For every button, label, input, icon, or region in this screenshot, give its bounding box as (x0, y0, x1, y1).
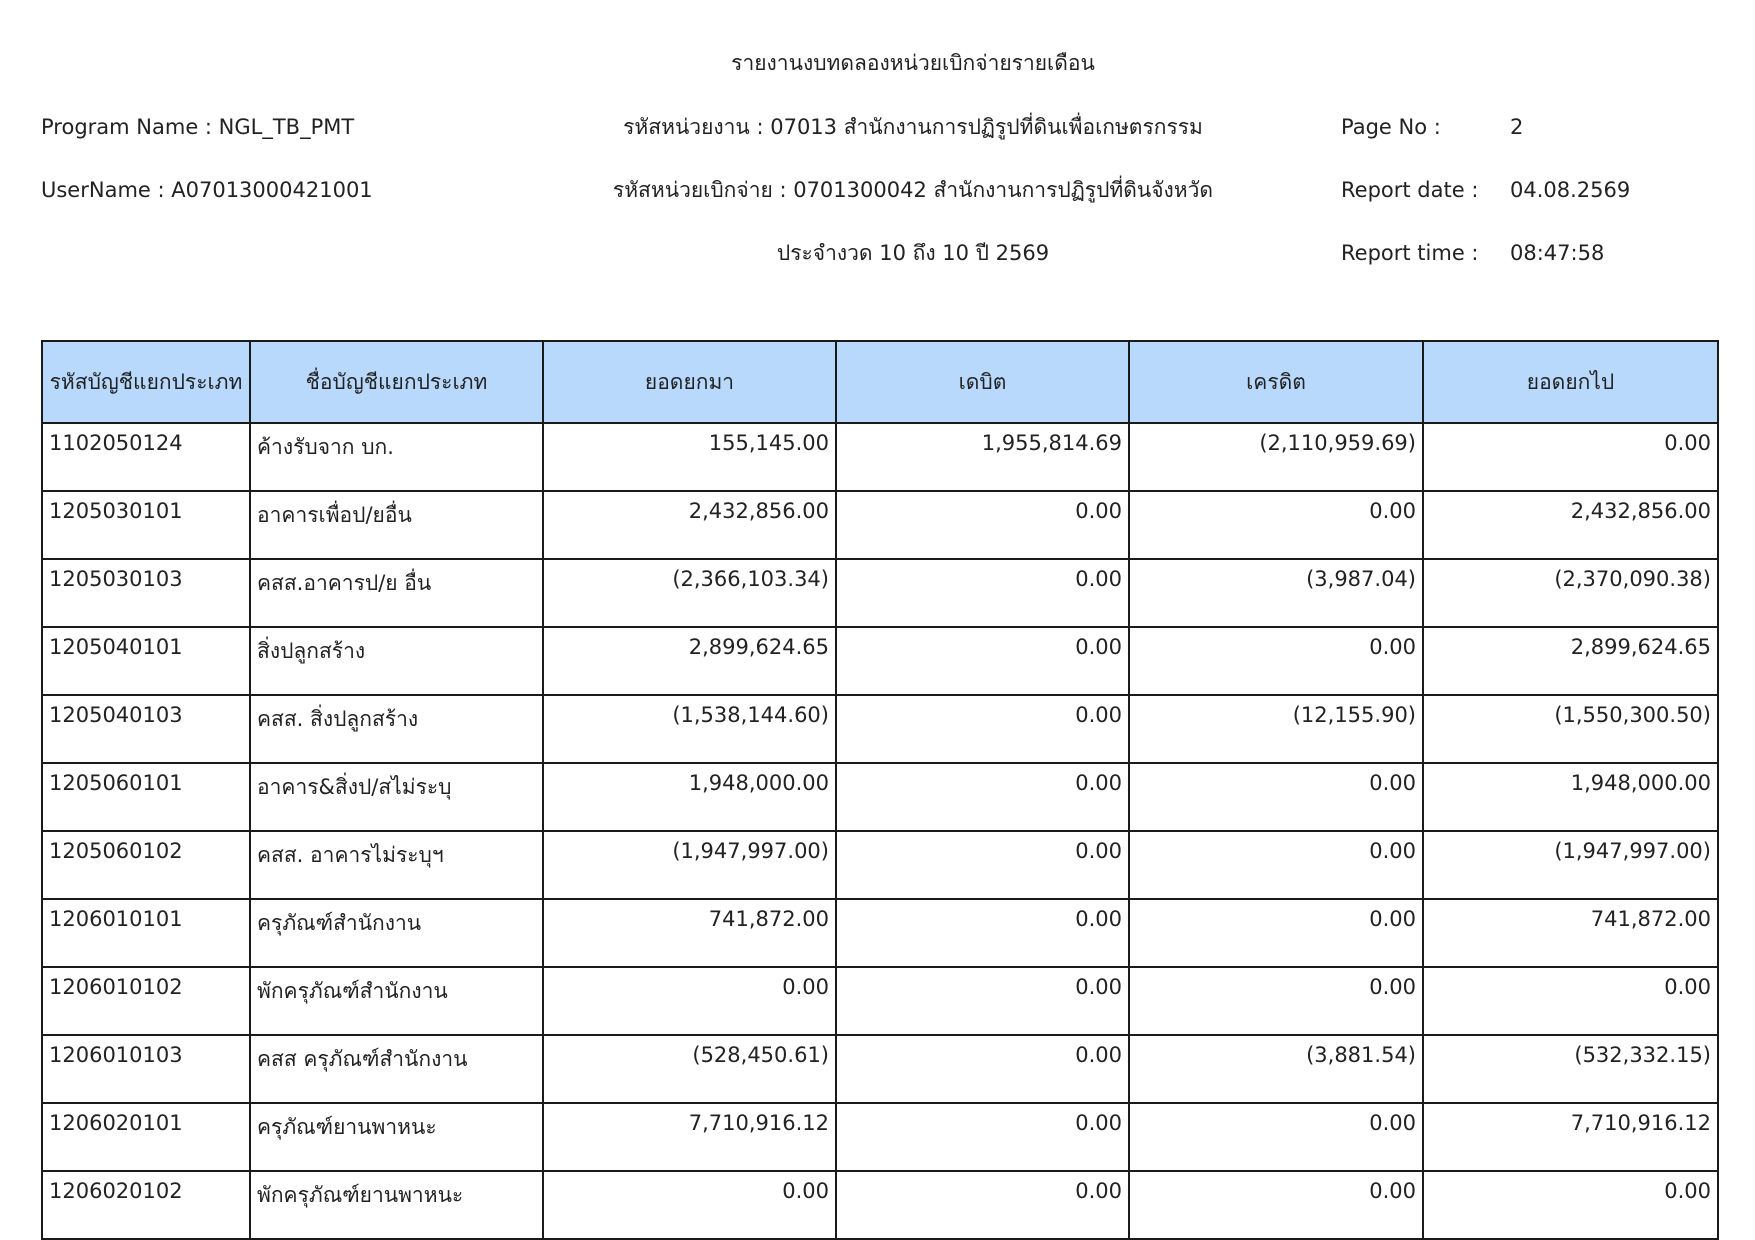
table-header-row (42, 341, 1718, 423)
cell-account-name: ค้างรับจาก บก. (250, 423, 543, 491)
table-row (42, 831, 1718, 899)
cell-credit: (2,110,959.69) (1129, 423, 1423, 491)
cell-account-name: ครุภัณฑ์ยานพาหนะ (250, 1103, 543, 1171)
cell-closing-balance: 2,432,856.00 (1423, 491, 1718, 559)
cell-closing-balance: 0.00 (1423, 1171, 1718, 1239)
cell-debit: 0.00 (836, 831, 1129, 899)
col-header-credit: เครดิต (1129, 341, 1423, 423)
cell-account-code: 1205040103 (42, 695, 250, 763)
cell-debit: 0.00 (836, 627, 1129, 695)
page-no-label: Page No : (1341, 115, 1441, 139)
cell-opening-balance: 0.00 (543, 1171, 836, 1239)
report-time-value: 08:47:58 (1510, 241, 1605, 265)
cell-closing-balance: 7,710,916.12 (1423, 1103, 1718, 1171)
cell-closing-balance: 741,872.00 (1423, 899, 1718, 967)
agency-code: รหัสหน่วยงาน : 07013 สำนักงานการปฏิรูปที่ดินเพื่อเกษตรกรรม (623, 115, 1203, 139)
cell-account-code: 1206020102 (42, 1171, 250, 1239)
table-row (42, 1103, 1718, 1171)
page-no-value: 2 (1510, 115, 1524, 139)
cell-credit: 0.00 (1129, 967, 1423, 1035)
col-header-account-name: ชื่อบัญชีแยกประเภท (250, 341, 543, 423)
table-row (42, 967, 1718, 1035)
col-header-closing-balance: ยอดยกไป (1423, 341, 1718, 423)
cell-opening-balance: (1,947,997.00) (543, 831, 836, 899)
disbursing-unit: รหัสหน่วยเบิกจ่าย : 0701300042 สำนักงานการปฏิรูปที่ดินจังหวัด (612, 178, 1214, 202)
cell-account-code: 1205060102 (42, 831, 250, 899)
report-date-label: Report date : (1341, 178, 1479, 202)
cell-debit: 0.00 (836, 967, 1129, 1035)
col-header-opening-balance: ยอดยกมา (543, 341, 836, 423)
cell-account-code: 1206010102 (42, 967, 250, 1035)
cell-account-code: 1206010101 (42, 899, 250, 967)
cell-debit: 0.00 (836, 763, 1129, 831)
cell-credit: (3,881.54) (1129, 1035, 1423, 1103)
table-row (42, 559, 1718, 627)
report-time-label: Report time : (1341, 241, 1479, 265)
cell-closing-balance: (532,332.15) (1423, 1035, 1718, 1103)
cell-credit: 0.00 (1129, 763, 1423, 831)
table-row (42, 627, 1718, 695)
cell-account-code: 1205030101 (42, 491, 250, 559)
cell-closing-balance: 0.00 (1423, 967, 1718, 1035)
report-period: ประจำงวด 10 ถึง 10 ปี 2569 (776, 241, 1050, 265)
cell-debit: 0.00 (836, 1171, 1129, 1239)
cell-credit: 0.00 (1129, 1171, 1423, 1239)
cell-debit: 1,955,814.69 (836, 423, 1129, 491)
cell-account-name: คสส.อาคารป/ย อื่น (250, 559, 543, 627)
cell-debit: 0.00 (836, 1035, 1129, 1103)
program-name: Program Name : NGL_TB_PMT (41, 115, 355, 139)
cell-account-name: คสส. อาคารไม่ระบุฯ (250, 831, 543, 899)
cell-closing-balance: 0.00 (1423, 423, 1718, 491)
cell-account-code: 1205060101 (42, 763, 250, 831)
report-title: รายงานงบทดลองหน่วยเบิกจ่ายรายเดือน (731, 51, 1095, 75)
cell-account-code: 1206010103 (42, 1035, 250, 1103)
cell-opening-balance: (2,366,103.34) (543, 559, 836, 627)
table-row (42, 423, 1718, 491)
cell-credit: (12,155.90) (1129, 695, 1423, 763)
user-name: UserName : A07013000421001 (41, 178, 373, 202)
table-row (42, 899, 1718, 967)
cell-opening-balance: (528,450.61) (543, 1035, 836, 1103)
cell-opening-balance: 2,899,624.65 (543, 627, 836, 695)
cell-account-code: 1205030103 (42, 559, 250, 627)
report-date-value: 04.08.2569 (1510, 178, 1631, 202)
cell-debit: 0.00 (836, 899, 1129, 967)
cell-account-name: อาคาร&สิ่งป/สไม่ระบุ (250, 763, 543, 831)
cell-account-code: 1102050124 (42, 423, 250, 491)
cell-account-name: ครุภัณฑ์สำนักงาน (250, 899, 543, 967)
cell-credit: 0.00 (1129, 627, 1423, 695)
cell-account-name: พักครุภัณฑ์ยานพาหนะ (250, 1171, 543, 1239)
cell-account-name: สิ่งปลูกสร้าง (250, 627, 543, 695)
cell-credit: (3,987.04) (1129, 559, 1423, 627)
cell-account-code: 1205040101 (42, 627, 250, 695)
cell-credit: 0.00 (1129, 831, 1423, 899)
col-header-account-code: รหัสบัญชีแยกประเภท (42, 341, 250, 423)
cell-account-name: พักครุภัณฑ์สำนักงาน (250, 967, 543, 1035)
cell-closing-balance: (1,550,300.50) (1423, 695, 1718, 763)
cell-opening-balance: 7,710,916.12 (543, 1103, 836, 1171)
cell-opening-balance: 155,145.00 (543, 423, 836, 491)
cell-opening-balance: 1,948,000.00 (543, 763, 836, 831)
cell-account-name: อาคารเพื่อป/ยอื่น (250, 491, 543, 559)
cell-account-name: คสส. สิ่งปลูกสร้าง (250, 695, 543, 763)
cell-debit: 0.00 (836, 1103, 1129, 1171)
cell-closing-balance: 1,948,000.00 (1423, 763, 1718, 831)
table-row (42, 695, 1718, 763)
trial-balance-table (41, 340, 1719, 1240)
cell-opening-balance: 741,872.00 (543, 899, 836, 967)
cell-closing-balance: (2,370,090.38) (1423, 559, 1718, 627)
cell-debit: 0.00 (836, 695, 1129, 763)
cell-credit: 0.00 (1129, 491, 1423, 559)
cell-debit: 0.00 (836, 559, 1129, 627)
cell-opening-balance: 0.00 (543, 967, 836, 1035)
cell-debit: 0.00 (836, 491, 1129, 559)
table-row (42, 1035, 1718, 1103)
cell-account-code: 1206020101 (42, 1103, 250, 1171)
cell-credit: 0.00 (1129, 899, 1423, 967)
cell-opening-balance: 2,432,856.00 (543, 491, 836, 559)
table-row (42, 491, 1718, 559)
cell-closing-balance: (1,947,997.00) (1423, 831, 1718, 899)
cell-opening-balance: (1,538,144.60) (543, 695, 836, 763)
table-row (42, 1171, 1718, 1239)
cell-account-name: คสส ครุภัณฑ์สำนักงาน (250, 1035, 543, 1103)
cell-credit: 0.00 (1129, 1103, 1423, 1171)
table-row (42, 763, 1718, 831)
cell-closing-balance: 2,899,624.65 (1423, 627, 1718, 695)
col-header-debit: เดบิต (836, 341, 1129, 423)
